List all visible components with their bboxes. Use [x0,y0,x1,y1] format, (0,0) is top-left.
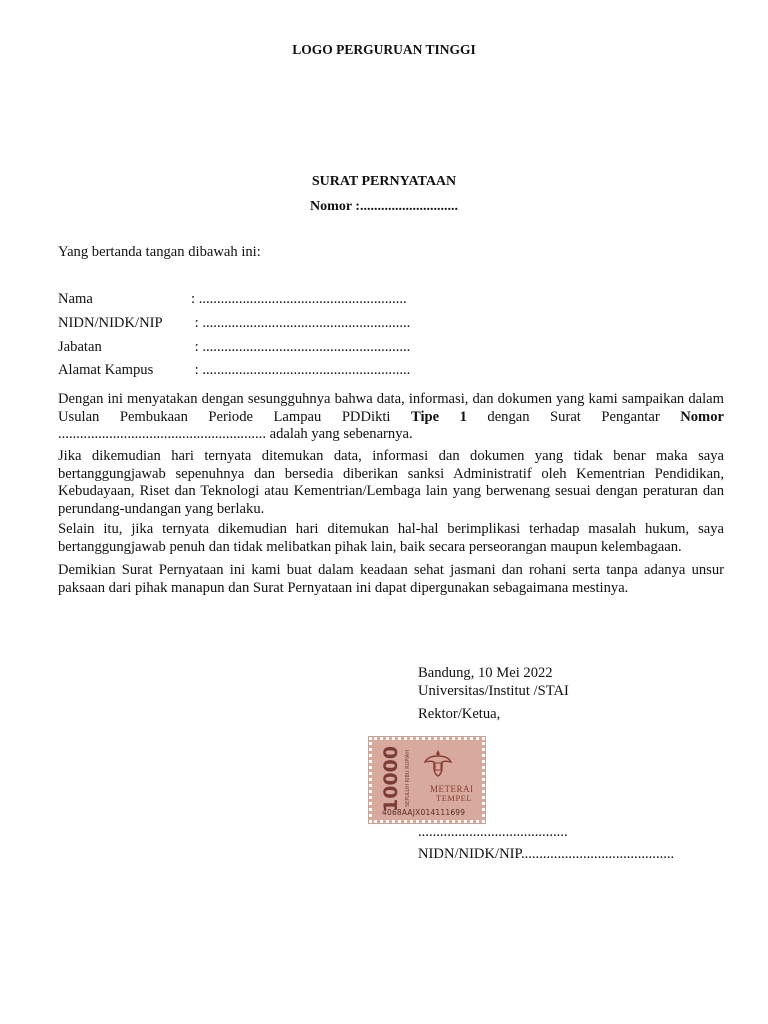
field-label-nidn: NIDN/NIDK/NIP [58,315,163,331]
meterai-stamp [369,737,485,823]
logo-placeholder: LOGO PERGURUAN TINGGI [292,42,476,57]
paragraph-1-bold-tipe: Tipe 1 [410,408,467,425]
field-value-nama: : ......................................................... [191,291,407,307]
paragraph-1-part-a: Dengan ini menyatakan dengan sesungguhnya bahwa data, informasi, dan dokumen yang kami sampaikan dalam Usulan Pembukaan Periode Lampau PDDikti [58,391,724,425]
paragraph-1 [58,391,724,444]
signature-name-line: ......................................... [418,824,568,840]
stamp-label-tempel: TEMPEL [436,793,473,803]
signature-institution: Universitas/Institut /STAI [418,683,569,699]
paragraph-4: Demikian Surat Pernyataan ini kami buat dalam keadaan sehat jasmani dan rohani serta tanpa adanya unsur paksaan dari pihak manapun dan Surat Pernyataan ini dapat dipergunakan sebagaimana mestinya. [58,562,724,596]
stamp-small-text: SEPULUH RIBU RUPIAH [405,750,411,807]
signature-role: Rektor/Ketua, [418,706,501,722]
field-value-nidn: : ......................................................... [191,315,411,331]
field-value-jabatan: : ......................................................... [191,339,411,355]
field-value-alamat: : ......................................................... [191,362,411,378]
stamp-value: 10000 [380,745,402,812]
paragraph-1-part-c: ......................................................... adalah yang sebenarnya. [58,426,413,442]
field-label-nama: Nama [58,291,93,307]
paragraph-2: Jika dikemudian hari ternyata ditemukan data, informasi dan dokumen yang tidak benar maka saya bertanggungjawab sepenuhnya dan bersedia diberikan sanksi Administratif oleh Kementrian Pendidikan, Kebudayaan, Riset dan Teknologi atau Kementrian/Lembaga lain yang berwenang sesuai dengan peraturan dan perundang-undangan yang berlaku. [58,448,724,517]
field-label-jabatan: Jabatan [58,339,102,355]
stamp-label-meterai: METERAI [430,784,474,794]
document-title: SURAT PERNYATAAN [311,174,457,189]
paragraph-1-part-b: dengan Surat Pengantar [466,408,681,425]
stamp-serial: 4068AAJX014111699 [382,808,466,817]
intro-text: Yang bertanda tangan dibawah ini: [58,244,261,260]
paragraph-1-bold-nomor: Nomor [680,408,724,425]
field-label-alamat: Alamat Kampus [58,362,154,378]
signature-place-date: Bandung, 10 Mei 2022 [418,665,553,681]
garuda-emblem-icon [424,748,452,778]
signature-id-line: NIDN/NIDK/NIP.......................................... [418,846,675,862]
document-number: Nomor :............................ [310,199,458,214]
paragraph-3: Selain itu, jika ternyata dikemudian hari ditemukan hal-hal berimplikasi terhadap masalah hukum, saya bertanggungjawab penuh dan tidak melibatkan pihak lain, baik secara perseorangan maupun kelembagaan. [58,521,724,555]
